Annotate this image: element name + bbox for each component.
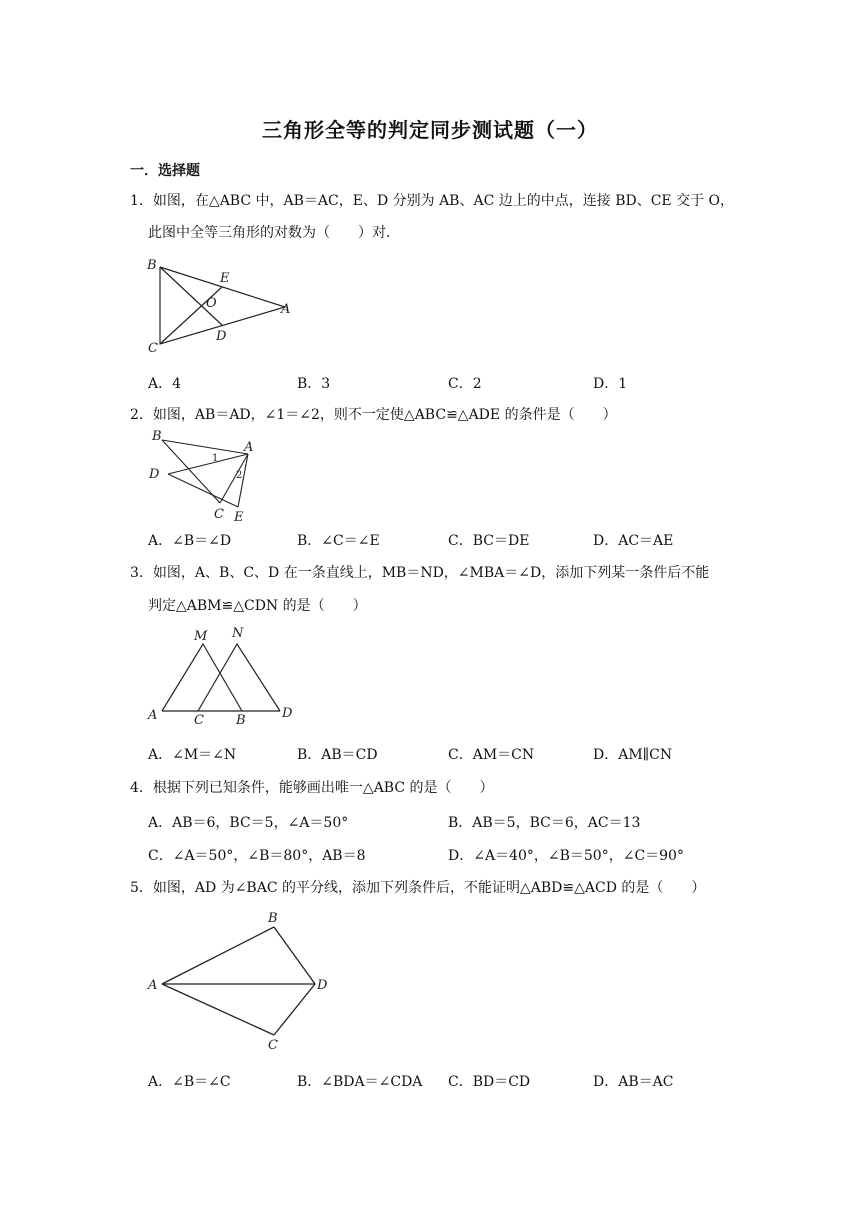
question-4-option-a[interactable]: A．AB＝6，BC＝5，∠A＝50° (148, 815, 349, 831)
question-1-option-a[interactable]: A．4 (148, 376, 182, 392)
question-2-option-d[interactable]: D．AC＝AE (593, 533, 674, 549)
question-1-text: 如图，在△ABC 中，AB＝AC，E、D 分别为 AB、AC 边上的中点，连接 BD、CE 交于 O， (152, 193, 735, 209)
fig1-label-a: A (281, 302, 291, 317)
fig1-label-b: B (147, 258, 157, 273)
question-2-number: 2． (130, 407, 153, 423)
fig3-label-c: C (194, 713, 204, 727)
question-3-option-a[interactable]: A．∠M＝∠N (148, 747, 237, 763)
fig2-label-c: C (214, 507, 224, 522)
question-2-option-b[interactable]: B．∠C＝∠E (297, 533, 380, 549)
question-1-option-c[interactable]: C．2 (448, 376, 482, 392)
question-4-option-d[interactable]: D．∠A＝40°，∠B＝50°，∠C＝90° (448, 848, 684, 864)
fig3-label-b: B (236, 713, 246, 727)
fig2-label-a: A (244, 440, 254, 455)
fig3-label-m: M (194, 629, 208, 644)
question-5-option-b[interactable]: B．∠BDA＝∠CDA (297, 1074, 423, 1090)
fig3-label-n: N (232, 626, 244, 641)
fig2-label-e: E (234, 510, 244, 523)
question-2-text: 如图，AB＝AD，∠1＝∠2，则不一定使△ABC≌△ADE 的条件是（ ） (152, 407, 617, 423)
figure-5 (140, 908, 340, 1053)
fig1-label-c: C (148, 341, 158, 356)
question-5-line1 (130, 878, 705, 898)
question-2-option-c[interactable]: C．BC＝DE (448, 533, 530, 549)
question-1-line1 (130, 191, 734, 211)
question-5-option-d[interactable]: D．AB＝AC (593, 1074, 674, 1090)
fig5-label-b: B (268, 911, 278, 926)
page-title: 三角形全等的判定同步测试题（一） (262, 118, 598, 142)
question-5-text: 如图，AD 为∠BAC 的平分线，添加下列条件后，不能证明△ABD≌△ACD 的是（ ） (152, 880, 706, 896)
figure-2 (140, 428, 270, 523)
question-3-number: 3． (130, 565, 153, 581)
figure-1 (140, 256, 300, 356)
question-3-line2: 判定△ABM≌△CDN 的是（ ） (148, 598, 367, 614)
question-3-option-d[interactable]: D．AM∥CN (593, 747, 673, 763)
question-1-option-b[interactable]: B．3 (297, 376, 331, 392)
question-3-line1 (130, 563, 709, 583)
fig2-label-angle2: 2 (236, 470, 243, 481)
fig1-label-o: O (206, 296, 217, 311)
figure-3 (140, 622, 305, 727)
fig3-label-d: D (282, 706, 293, 721)
fig2-label-b: B (152, 429, 162, 444)
question-1-line2: 此图中全等三角形的对数为（ ）对． (148, 225, 400, 241)
question-1-option-d[interactable]: D．1 (593, 376, 628, 392)
question-1-number: 1． (130, 193, 153, 209)
question-3-option-b[interactable]: B．AB＝CD (297, 747, 378, 763)
fig5-label-c: C (268, 1038, 278, 1053)
fig2-label-angle1: 1 (212, 453, 219, 464)
question-5-option-a[interactable]: A．∠B＝∠C (148, 1074, 231, 1090)
question-3-text: 如图，A、B、C、D 在一条直线上，MB＝ND，∠MBA＝∠D，添加下列某一条件后不能 (152, 565, 710, 581)
question-4-option-b[interactable]: B．AB＝5，BC＝6，AC＝13 (448, 815, 641, 831)
section-heading: 一．选择题 (130, 163, 200, 179)
question-4-text: 根据下列已知条件，能够画出唯一△ABC 的是（ ） (152, 780, 494, 796)
fig2-label-d: D (149, 467, 160, 482)
question-5-option-c[interactable]: C．BD＝CD (448, 1074, 531, 1090)
question-2-line1 (130, 405, 617, 425)
fig3-label-a: A (148, 708, 158, 723)
fig5-label-d: D (317, 978, 328, 993)
fig5-label-a: A (148, 978, 158, 993)
question-3-option-c[interactable]: C．AM＝CN (448, 747, 535, 763)
question-4-line1 (130, 778, 494, 798)
question-4-option-c[interactable]: C．∠A＝50°，∠B＝80°，AB＝8 (148, 848, 366, 864)
fig1-label-e: E (220, 271, 230, 286)
question-2-option-a[interactable]: A．∠B＝∠D (148, 533, 232, 549)
question-5-number: 5． (130, 880, 153, 896)
fig1-label-d: D (216, 329, 227, 344)
question-4-number: 4． (130, 780, 153, 796)
